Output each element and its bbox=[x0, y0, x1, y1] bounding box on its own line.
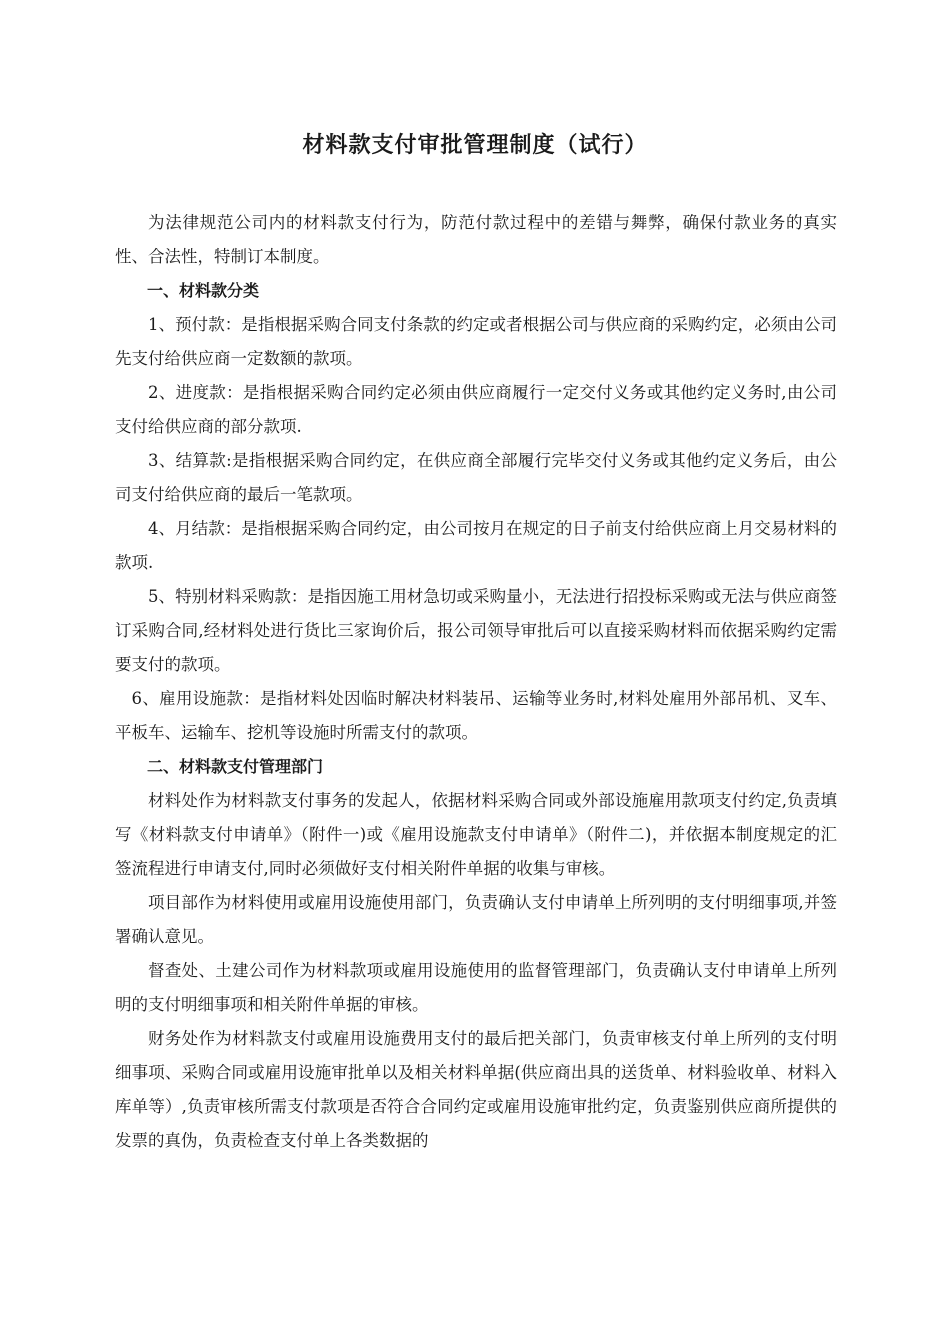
item-settlement-payment: 3、结算款:是指根据采购合同约定，在供应商全部履行完毕交付义务或其他约定义务后，由公司支付给供应商的最后一笔款项。 bbox=[115, 451, 837, 504]
paragraph-finance-dept: 财务处作为材料款支付或雇用设施费用支付的最后把关部门，负责审核支付单上所列的支付明细事项、采购合同或雇用设施审批单以及相关材料单据(供应商出具的送货单、材料验收单、材料入库单等）,负责审核所需支付款项是否符合合同约定或雇用设施审批约定，负责鉴别供应商所提供的发票的真伪，负责检查支付单上各类数据的 bbox=[115, 1029, 837, 1150]
item-special-purchase-payment: 5、特别材料采购款：是指因施工用材急切或采购量小，无法进行招投标采购或无法与供应商签订采购合同,经材料处进行货比三家询价后，报公司领导审批后可以直接采购材料而依据采购约定需要支付的款项。 bbox=[115, 587, 837, 674]
document-body bbox=[115, 206, 837, 1158]
intro-paragraph: 为法律规范公司内的材料款支付行为，防范付款过程中的差错与舞弊，确保付款业务的真实性、合法性，特制订本制度。 bbox=[115, 213, 837, 266]
paragraph-materials-dept: 材料处作为材料款支付事务的发起人，依据材料采购合同或外部设施雇用款项支付约定,负责填写《材料款支付申请单》（附件一)或《雇用设施款支付申请单》（附件二)，并依据本制度规定的汇签流程进行申请支付,同时必须做好支付相关附件单据的收集与审核。 bbox=[115, 791, 837, 878]
document-title: 材料款支付审批管理制度（试行） bbox=[302, 133, 648, 158]
paragraph-project-dept: 项目部作为材料使用或雇用设施使用部门，负责确认支付申请单上所列明的支付明细事项,并签署确认意见。 bbox=[115, 893, 837, 946]
section-heading-1: 一、材料款分类 bbox=[147, 281, 260, 300]
item-progress-payment: 2、进度款：是指根据采购合同约定必须由供应商履行一定交付义务或其他约定义务时,由公司支付给供应商的部分款项. bbox=[115, 383, 837, 436]
section-heading-2: 二、材料款支付管理部门 bbox=[147, 757, 324, 776]
item-monthly-payment: 4、月结款：是指根据采购合同约定，由公司按月在规定的日子前支付给供应商上月交易材料的款项. bbox=[115, 519, 837, 572]
item-prepayment: 1、预付款：是指根据采购合同支付条款的约定或者根据公司与供应商的采购约定，必须由公司先支付给供应商一定数额的款项。 bbox=[115, 315, 837, 368]
item-equipment-rental-payment: 6、雇用设施款：是指材料处因临时解决材料装吊、运输等业务时,材料处雇用外部吊机、叉车、平板车、运输车、挖机等设施时所需支付的款项。 bbox=[115, 689, 837, 742]
paragraph-supervision-dept: 督查处、土建公司作为材料款项或雇用设施使用的监督管理部门，负责确认支付申请单上所列明的支付明细事项和相关附件单据的审核。 bbox=[115, 961, 837, 1014]
